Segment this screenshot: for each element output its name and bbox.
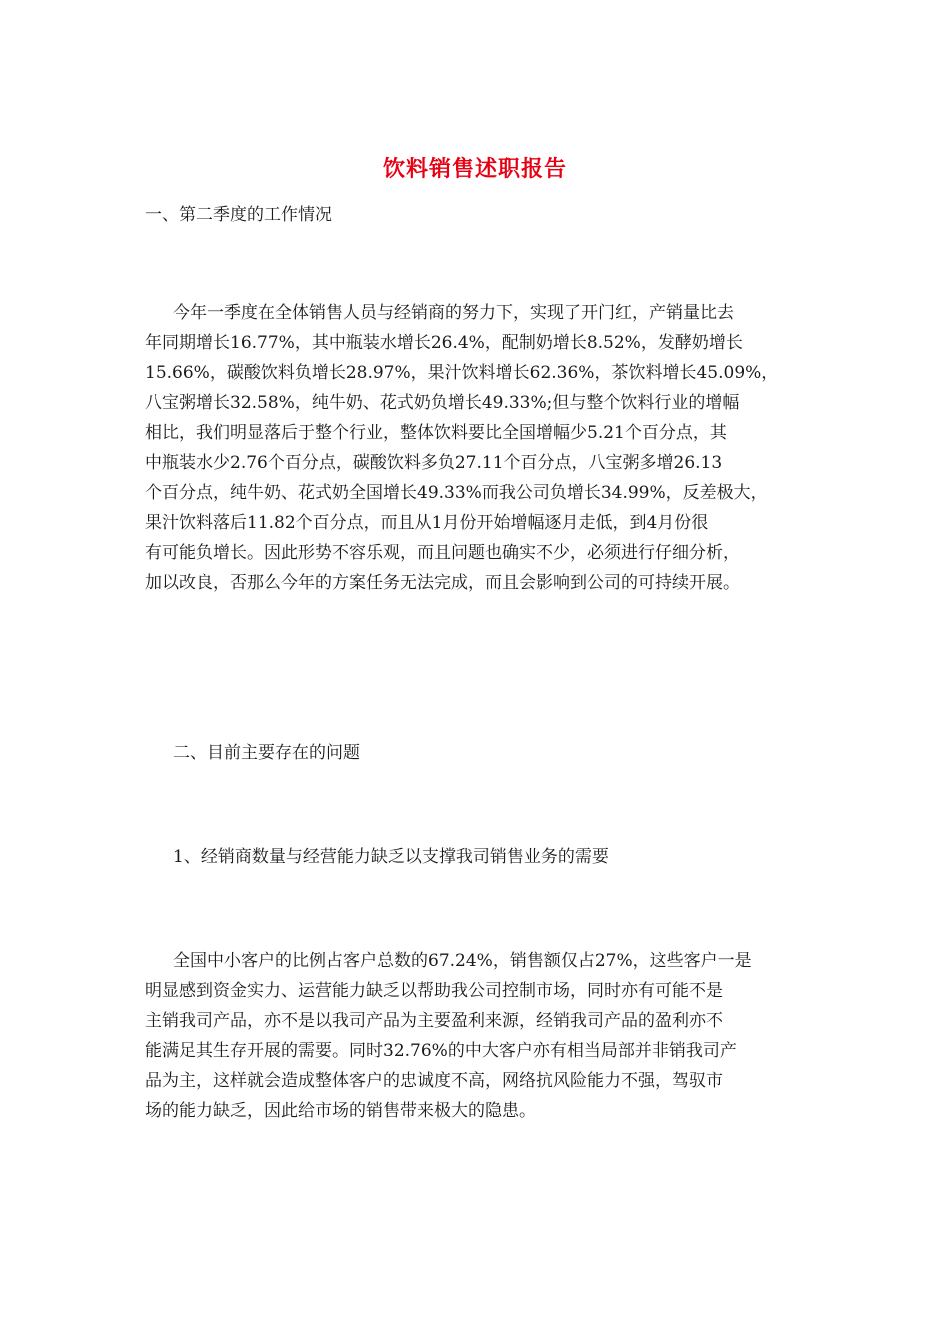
paragraph-line: 八宝粥增长32.58%，纯牛奶、花式奶负增长49.33%;但与整个饮料行业的增幅 xyxy=(145,393,740,413)
paragraph-line: 果汁饮料落后11.82个百分点，而且从1月份开始增幅逐月走低，到4月份很 xyxy=(145,513,709,533)
paragraph-line: 加以改良，否那么今年的方案任务无法完成，而且会影响到公司的可持续开展。 xyxy=(145,573,740,593)
paragraph-line: 个百分点，纯牛奶、花式奶全国增长49.33%而我公司负增长34.99%，反差极大， xyxy=(145,483,768,503)
paragraph-line: 有可能负增长。因此形势不容乐观，而且问题也确实不少，必须进行仔细分析， xyxy=(145,543,740,563)
paragraph-line: 品为主，这样就会造成整体客户的忠诚度不高，网络抗风险能力不强，驾驭市 xyxy=(145,1071,723,1091)
subsection-heading-dealers: 1、经销商数量与经营能力缺乏以支撑我司销售业务的需要 xyxy=(173,847,609,867)
document-title: 饮料销售述职报告 xyxy=(382,156,567,182)
paragraph-line: 15.66%，碳酸饮料负增长28.97%，果汁饮料增长62.36%，茶饮料增长45.09%， xyxy=(145,363,779,383)
paragraph-dealers xyxy=(145,946,815,1126)
paragraph-line: 中瓶装水少2.76个百分点，碳酸饮料多负27.11个百分点，八宝粥多增26.13 xyxy=(145,453,723,473)
paragraph-line: 年同期增长16.77%，其中瓶装水增长26.4%，配制奶增长8.52%，发酵奶增长 xyxy=(145,333,743,353)
paragraph-line: 主销我司产品，亦不是以我司产品为主要盈利来源，经销我司产品的盈利亦不 xyxy=(145,1011,723,1031)
paragraph-work-status xyxy=(145,298,815,598)
section-heading-problems: 二、目前主要存在的问题 xyxy=(173,743,360,763)
paragraph-line: 今年一季度在全体销售人员与经销商的努力下，实现了开门红，产销量比去 xyxy=(173,303,734,323)
paragraph-line: 全国中小客户的比例占客户总数的67.24%，销售额仅占27%，这些客户一是 xyxy=(173,951,752,971)
paragraph-line: 场的能力缺乏，因此给市场的销售带来极大的隐患。 xyxy=(145,1101,536,1121)
section-heading-work-status: 一、第二季度的工作情况 xyxy=(145,205,332,225)
paragraph-line: 相比，我们明显落后于整个行业，整体饮料要比全国增幅少5.21个百分点，其 xyxy=(145,423,727,443)
paragraph-line: 明显感到资金实力、运营能力缺乏以帮助我公司控制市场，同时亦有可能不是 xyxy=(145,981,723,1001)
paragraph-line: 能满足其生存开展的需要。同时32.76%的中大客户亦有相当局部并非销我司产 xyxy=(145,1041,737,1061)
